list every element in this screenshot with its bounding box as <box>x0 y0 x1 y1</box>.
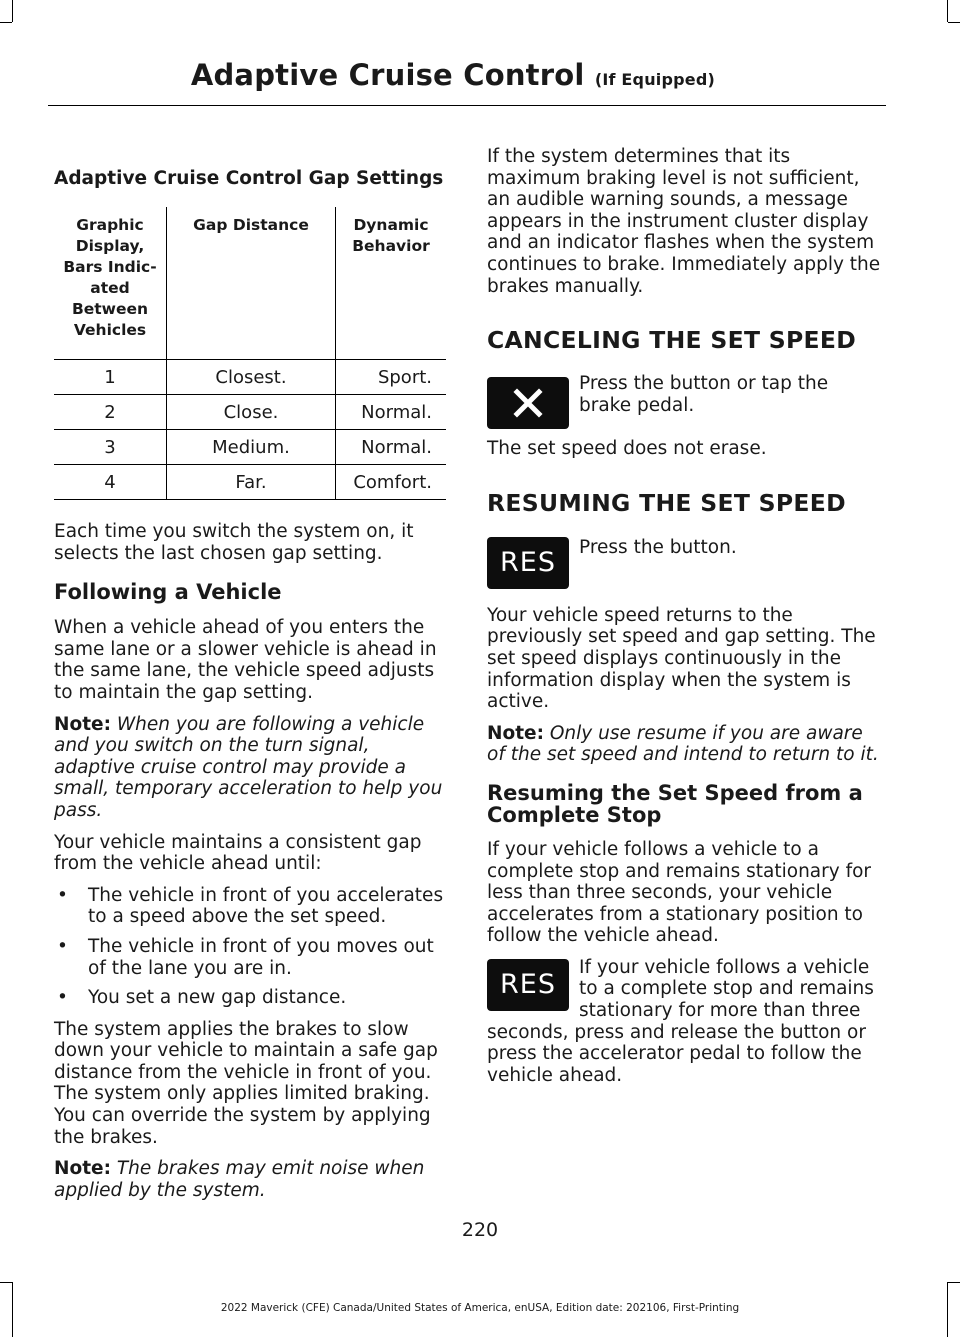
left-column <box>54 146 446 1201</box>
table-row <box>54 395 446 430</box>
table-cell: Far. <box>167 465 336 500</box>
header-title-text: Adaptive Cruise Control <box>190 58 585 92</box>
table-cell: Sport. <box>336 360 447 395</box>
note-text: When you are following a vehicle and you switch on the turn signal, adaptive cruise control may provide a small, temporary acceleration to help you pass. <box>54 713 443 821</box>
paragraph: When a vehicle ahead of you enters the same lane or a slower vehicle is ahead in the same lane, the vehicle speed adjusts to maintain the gap setting. <box>54 617 437 703</box>
res-label: RES <box>500 547 556 579</box>
page-number: 220 <box>461 1219 499 1241</box>
res-button-icon <box>487 537 569 589</box>
crop-mark <box>12 0 13 22</box>
header-title-suffix: (If Equipped) <box>594 70 715 89</box>
table-header-cell: Dynamic Behavior <box>336 207 447 360</box>
icon-instruction-text-content: If your vehicle follows a vehicle to a complete stop and remains stationary for more than three seconds, press and release the button or press the accelerator pedal to follow the vehicle ahead. <box>487 956 874 1086</box>
list-item-text: The vehicle in front of you accelerates to a speed above the set speed. <box>88 884 444 928</box>
crop-mark <box>0 1282 12 1283</box>
list-item <box>54 987 446 1009</box>
table-header-row <box>54 207 446 360</box>
page-header-title <box>191 58 715 92</box>
table-cell: Comfort. <box>336 465 447 500</box>
crop-mark <box>948 22 960 23</box>
note-text: Only use resume if you are aware of the set speed and intend to return to it. <box>487 722 879 766</box>
paragraph: If your vehicle follows a vehicle to a complete stop and remains stationary for less than three seconds, your vehicle accelerates from a stationary position to follow the vehicle ahead. <box>487 838 872 947</box>
table-row <box>54 360 446 395</box>
paragraph: If the system determines that its maximum braking level is not sufficient, an audible warning sounds, a message appears in the instrument cluster display and an indicator flashes when the system continues to brake. Immediately apply the brakes manually. <box>487 146 881 297</box>
table-row <box>54 430 446 465</box>
bullet-list <box>54 885 446 1009</box>
crop-mark <box>947 0 948 22</box>
cancel-x-icon <box>487 377 569 429</box>
paragraph: Your vehicle speed returns to the previously set speed and gap setting. The set speed displays continuously in the information display when the system is active. <box>487 604 876 713</box>
section-heading: Resuming the Set Speed from a Complete Stop <box>487 780 863 827</box>
paragraph: The system applies the brakes to slow down your vehicle to maintain a safe gap distance from the vehicle in front of you. The system only applies limited braking. You can override the system by applying the brakes. <box>54 1018 438 1148</box>
res-label: RES <box>500 969 556 1001</box>
list-item <box>54 885 446 928</box>
note <box>54 1158 446 1201</box>
table-cell: Normal. <box>336 430 447 465</box>
table-header-cell: Graphic Display, Bars Indic-ated Between Vehicles <box>54 207 167 360</box>
note-label: Note: <box>54 1158 111 1180</box>
resume-instruction <box>487 537 882 599</box>
note-label: Note: <box>54 713 111 735</box>
bullet-glyph: • <box>57 987 68 1009</box>
table-header-cell: Gap Distance <box>167 207 336 360</box>
list-item-text: You set a new gap distance. <box>88 987 347 1009</box>
paragraph: Your vehicle maintains a consistent gap from the vehicle ahead until: <box>54 831 422 875</box>
bullet-glyph: • <box>57 884 68 906</box>
section-heading: RESUMING THE SET SPEED <box>487 488 846 517</box>
right-column <box>487 146 882 1086</box>
table-cell: 3 <box>54 430 167 465</box>
res-button-icon <box>487 959 569 1011</box>
note-label: Note: <box>487 722 544 744</box>
bullet-glyph: • <box>57 935 68 957</box>
note-text: The brakes may emit noise when applied by the system. <box>54 1158 425 1201</box>
res-stop-instruction <box>487 957 882 1087</box>
section-heading: CANCELING THE SET SPEED <box>487 326 857 355</box>
paragraph: The set speed does not erase. <box>487 438 767 460</box>
table-cell: Close. <box>167 395 336 430</box>
list-item <box>54 936 446 979</box>
x-icon <box>513 388 543 418</box>
paragraph: Each time you switch the system on, it selects the last chosen gap setting. <box>54 521 414 564</box>
page-footer: 2022 Maverick (CFE) Canada/United States of America, enUSA, Edition date: 202106, First-Printing <box>220 1302 740 1314</box>
table-title: Adaptive Cruise Control Gap Settings <box>54 168 444 189</box>
crop-mark <box>0 22 12 23</box>
note <box>487 723 882 766</box>
table-cell: Medium. <box>167 430 336 465</box>
note <box>54 714 446 822</box>
cancel-instruction <box>487 373 882 433</box>
table-cell: 4 <box>54 465 167 500</box>
table-row <box>54 465 446 500</box>
icon-instruction-text: Press the button or tap the brake pedal. <box>579 373 829 416</box>
table-cell: 2 <box>54 395 167 430</box>
gap-settings-table <box>54 207 446 500</box>
table-cell: Closest. <box>167 360 336 395</box>
section-heading: Following a Vehicle <box>54 580 282 605</box>
header-divider <box>48 105 886 106</box>
crop-mark <box>948 1282 960 1283</box>
list-item-text: The vehicle in front of you moves out of the lane you are in. <box>88 935 434 979</box>
table-cell: Normal. <box>336 395 447 430</box>
table-cell: 1 <box>54 360 167 395</box>
icon-instruction-text: Press the button. <box>579 536 737 558</box>
